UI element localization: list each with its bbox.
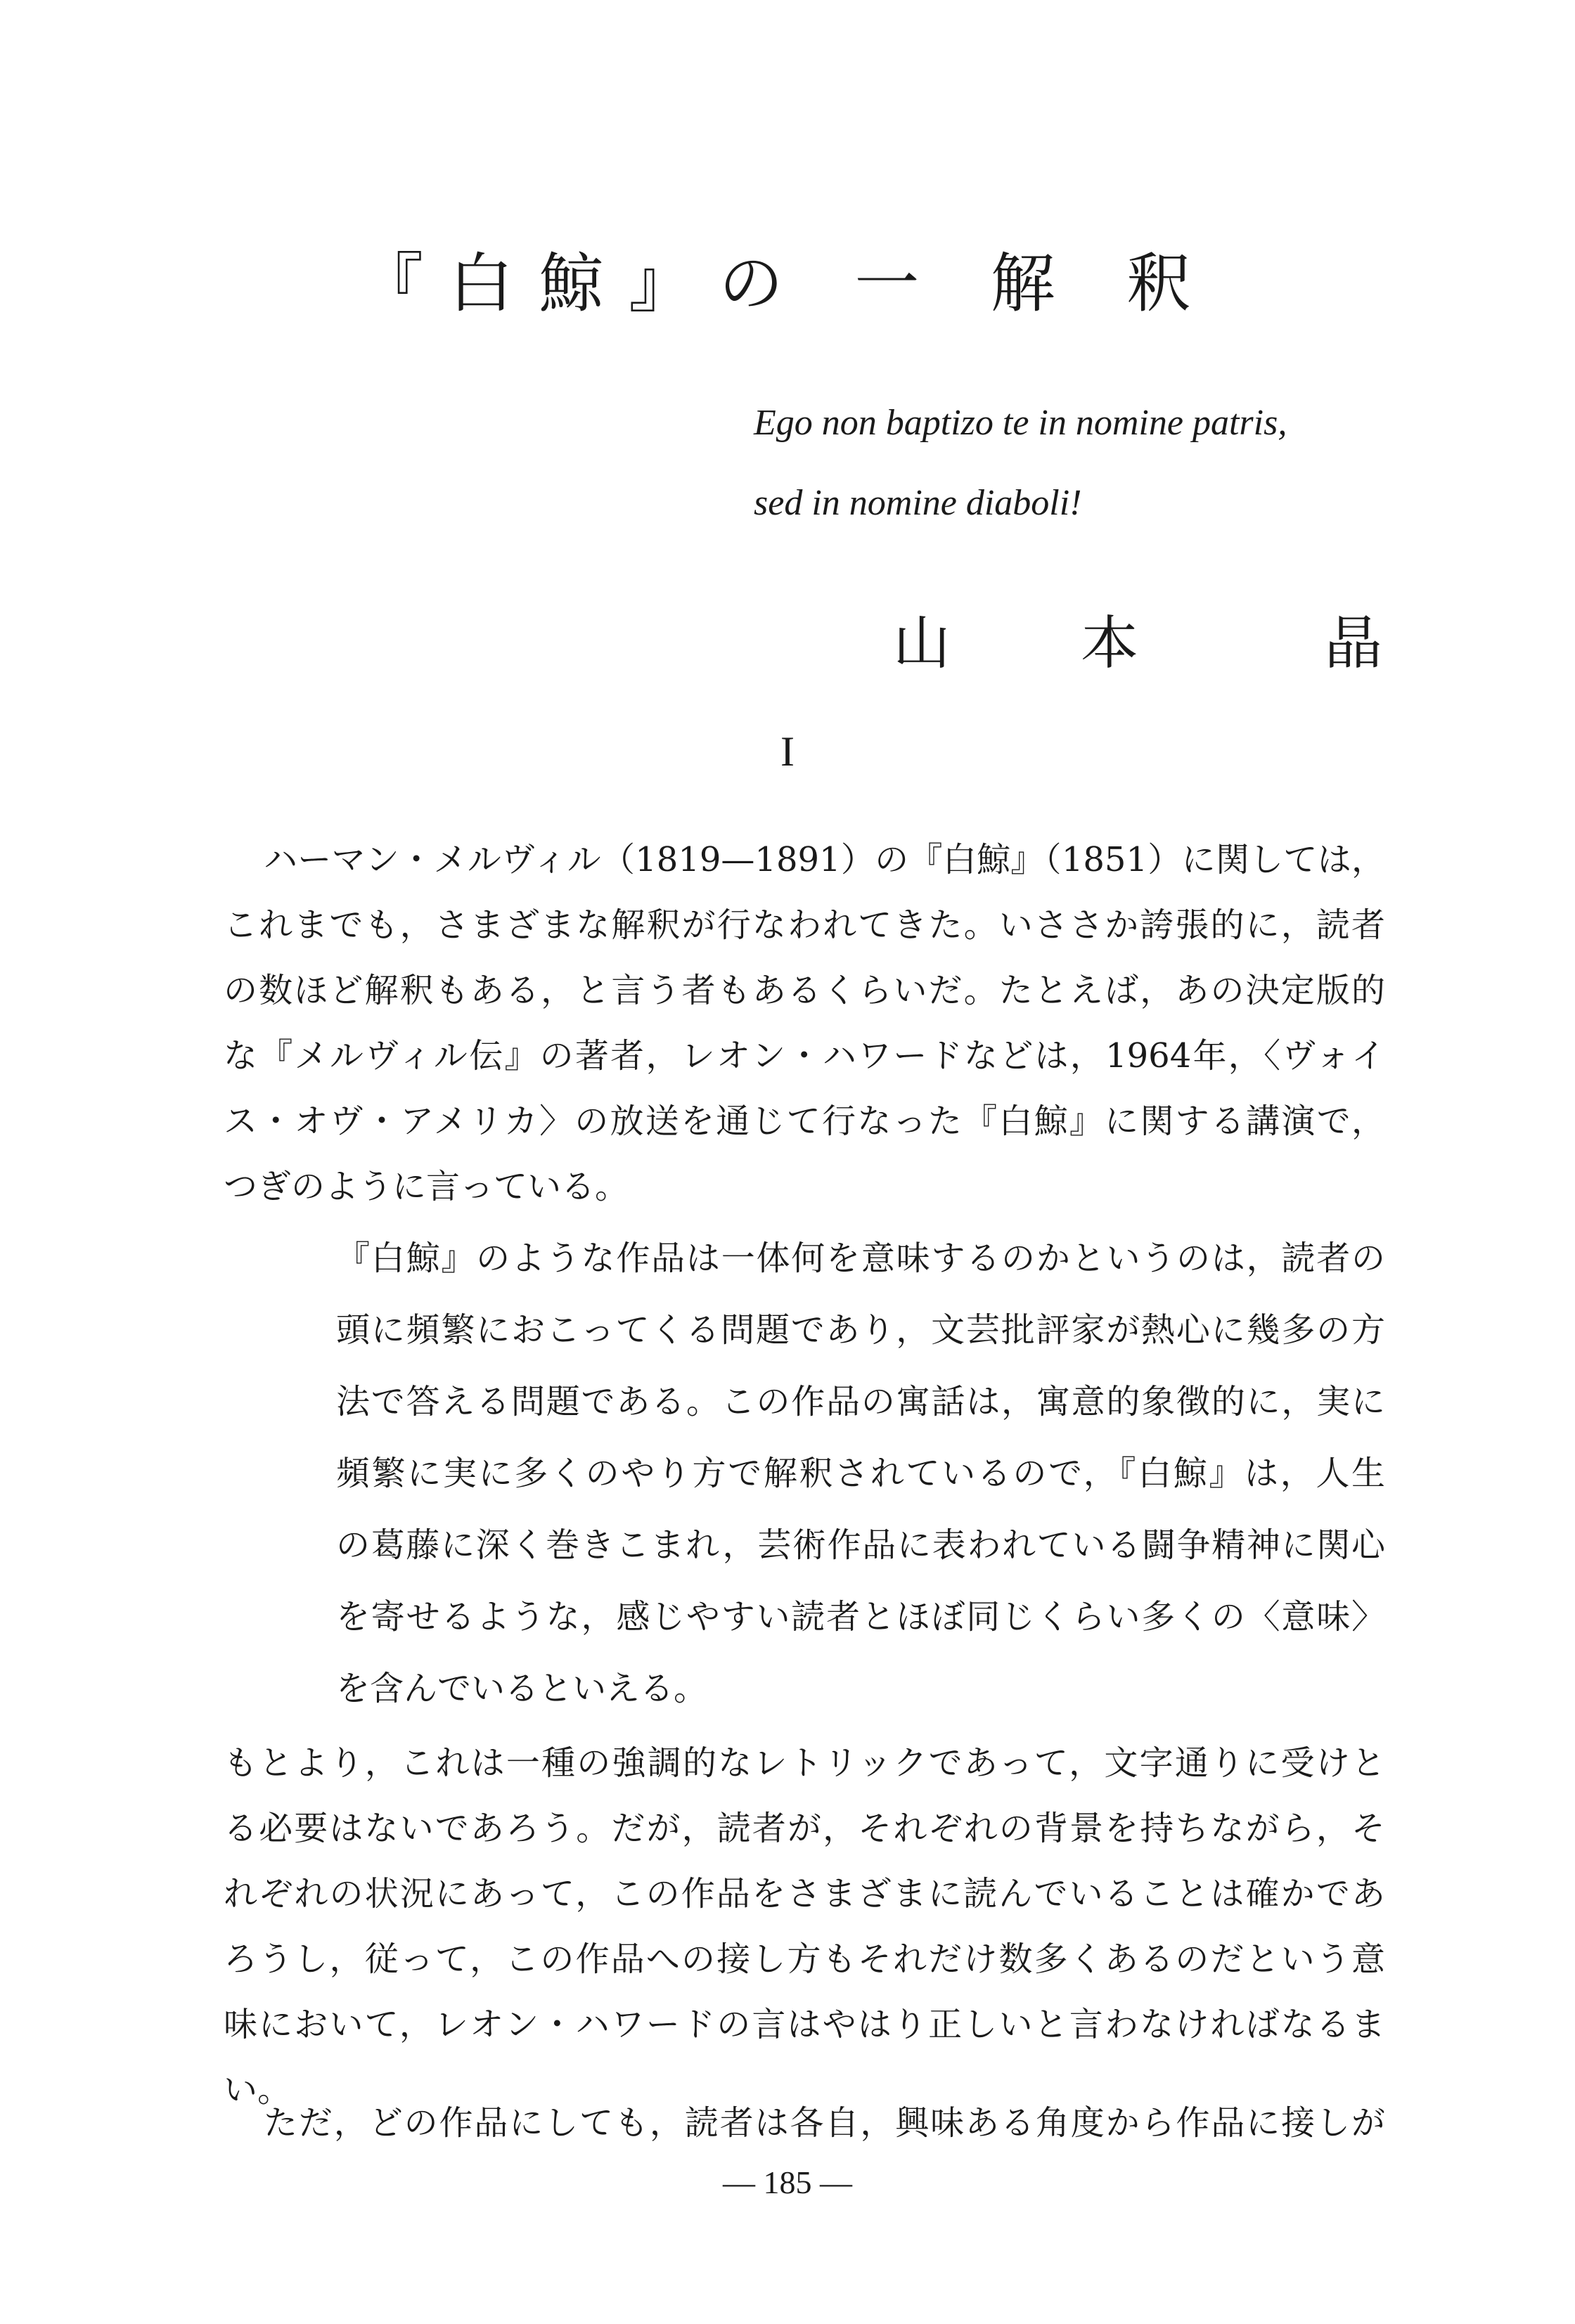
article-title: 『白鯨』の 一 解 釈 (359, 246, 1216, 321)
body-line: な『メルヴィル伝』の著者，レオン・ハワードなどは，1964年，〈ヴォイ (224, 1036, 1385, 1076)
page-number: — 185 — (723, 2164, 852, 2200)
quote-line: 頭に頻繁におこってくる問題であり，文芸批評家が熱心に幾多の方 (336, 1310, 1385, 1350)
section-number: I (780, 728, 795, 775)
body-line: の数ほど解釈もある，と言う者もあるくらいだ。たとえば，あの決定版的 (224, 971, 1385, 1010)
quote-line: を寄せるような，感じやすい読者とほぼ同じくらい多くの〈意味〉 (336, 1597, 1385, 1637)
body-line: い。 (224, 2070, 292, 2110)
epigraph (754, 383, 1287, 543)
body-line: ただ，どの作品にしても，読者は各自，興味ある角度から作品に接しが (264, 2103, 1385, 2143)
author-char: 晶 (1325, 610, 1383, 677)
body-line: つぎのように言っている。 (224, 1167, 629, 1206)
quote-line: 法で答える問題である。この作品の寓話は，寓意的象徴的に，実に (336, 1382, 1385, 1421)
quote-line: の葛藤に深く巻きこまれ，芸術作品に表われている闘争精神に関心 (336, 1525, 1385, 1565)
body-line: ハーマン・メルヴィル（1819—1891）の『白鯨』（1851）に関しては， (264, 840, 1385, 879)
body-line: 味において，レオン・ハワードの言はやはり正しいと言わなければなるま (224, 2005, 1385, 2044)
quote-line: 『白鯨』のような作品は一体何を意味するのかというのは，読者の (336, 1239, 1385, 1278)
body-line: る必要はないであろう。だが，読者が，それぞれの背景を持ちながら，そ (224, 1809, 1385, 1848)
body-line: ス・オヴ・アメリカ〉の放送を通じて行なった『白鯨』に関する講演で， (224, 1102, 1385, 1141)
body-line: これまでも，さまざまな解釈が行なわれてきた。いささか誇張的に，読者 (224, 905, 1385, 945)
quote-line: 頻繁に実に多くのやり方で解釈されているので，『白鯨』は，人生 (336, 1454, 1385, 1493)
author-name (893, 598, 1382, 680)
body-line: もとより，これは一種の強調的なレトリックであって，文字通りに受けと (224, 1743, 1385, 1783)
body-line: ろうし，従って，この作品への接し方もそれだけ数多くあるのだという意 (224, 1939, 1385, 1979)
body-line: れぞれの状況にあって，この作品をさまざまに読んでいることは確かであ (224, 1874, 1385, 1913)
author-char: 本 (1081, 610, 1139, 677)
epigraph-line: Ego non baptizo te in nomine patris, (754, 403, 1287, 443)
quote-line: を含んでいるといえる。 (336, 1669, 708, 1708)
author-char: 山 (893, 610, 951, 677)
epigraph-line: sed in nomine diaboli! (754, 483, 1082, 523)
